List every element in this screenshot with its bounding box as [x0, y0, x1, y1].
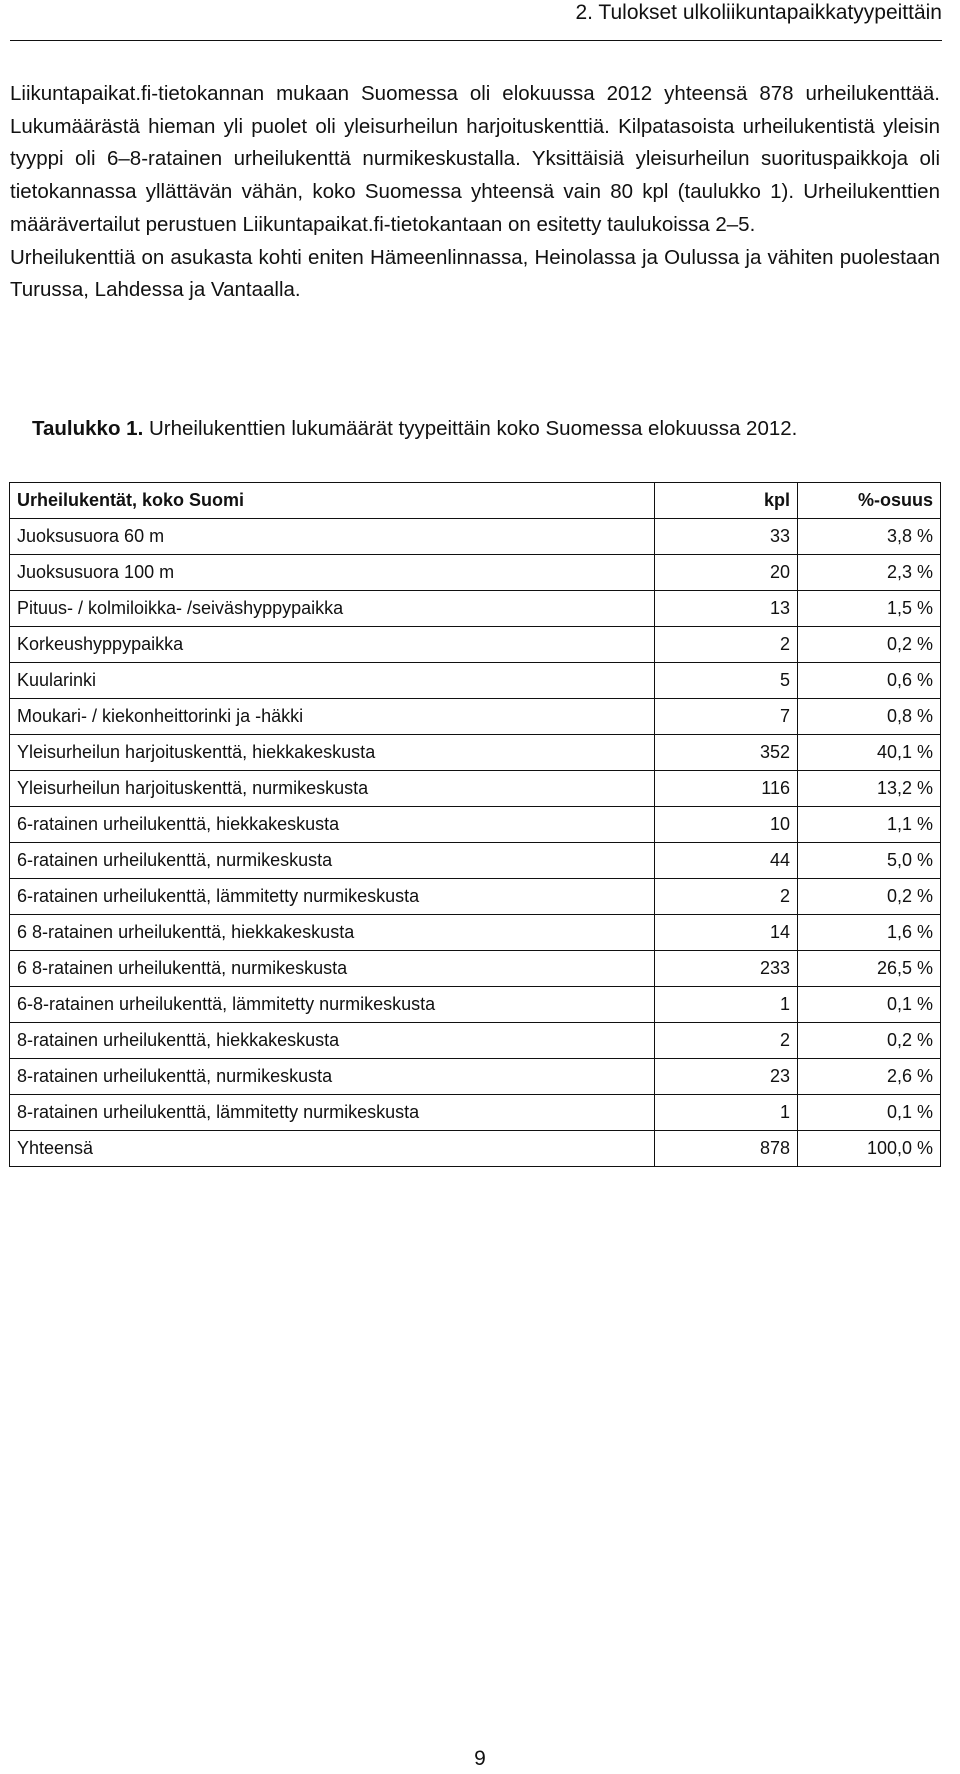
sports-fields-table	[9, 482, 941, 1167]
table-header-row	[10, 483, 941, 519]
paragraph-2: Urheilukenttiä on asukasta kohti eniten Hämeenlinnassa, Heinolassa ja Oulussa ja vähiten puolestaan Turussa, Lahdessa ja Vantaalla.	[10, 245, 940, 302]
cell-field-type: Yhteensä	[10, 1131, 655, 1167]
cell-field-type: Moukari- / kiekonheittorinki ja -häkki	[10, 699, 655, 735]
cell-count: 7	[655, 699, 798, 735]
table-row	[10, 663, 941, 699]
cell-share: 0,6 %	[798, 663, 941, 699]
cell-share: 0,1 %	[798, 1095, 941, 1131]
table-row	[10, 1059, 941, 1095]
table-row	[10, 735, 941, 771]
table-row	[10, 519, 941, 555]
cell-count: 2	[655, 879, 798, 915]
cell-count: 233	[655, 951, 798, 987]
cell-count: 116	[655, 771, 798, 807]
cell-field-type: 6 8-ratainen urheilukenttä, nurmikeskusta	[10, 951, 655, 987]
cell-field-type: Yleisurheilun harjoituskenttä, nurmikeskusta	[10, 771, 655, 807]
cell-count: 352	[655, 735, 798, 771]
cell-field-type: 6-ratainen urheilukenttä, lämmitetty nurmikeskusta	[10, 879, 655, 915]
table-row	[10, 951, 941, 987]
cell-field-type: Korkeushyppypaikka	[10, 627, 655, 663]
table-row	[10, 1131, 941, 1167]
section-header-title: 2. Tulokset ulkoliikuntapaikkatyypeittäin	[575, 1, 942, 24]
cell-count: 14	[655, 915, 798, 951]
cell-count: 2	[655, 1023, 798, 1059]
table-row	[10, 771, 941, 807]
table-row	[10, 1095, 941, 1131]
cell-count: 33	[655, 519, 798, 555]
table-row	[10, 807, 941, 843]
column-header-share: %-osuus	[798, 483, 941, 519]
cell-share: 0,2 %	[798, 627, 941, 663]
cell-field-type: Yleisurheilun harjoituskenttä, hiekkakeskusta	[10, 735, 655, 771]
cell-share: 2,3 %	[798, 555, 941, 591]
table-row	[10, 591, 941, 627]
body-text	[10, 78, 940, 307]
cell-count: 23	[655, 1059, 798, 1095]
table-caption-text: Urheilukenttien lukumäärät tyypeittäin koko Suomessa elokuussa 2012.	[143, 417, 798, 440]
cell-share: 40,1 %	[798, 735, 941, 771]
cell-share: 1,5 %	[798, 591, 941, 627]
cell-share: 1,6 %	[798, 915, 941, 951]
cell-field-type: 8-ratainen urheilukenttä, hiekkakeskusta	[10, 1023, 655, 1059]
table-row	[10, 627, 941, 663]
table-caption-label: Taulukko 1.	[32, 417, 144, 440]
cell-field-type: 8-ratainen urheilukenttä, nurmikeskusta	[10, 1059, 655, 1095]
cell-share: 5,0 %	[798, 843, 941, 879]
cell-count: 5	[655, 663, 798, 699]
cell-share: 2,6 %	[798, 1059, 941, 1095]
table-row	[10, 699, 941, 735]
cell-field-type: Juoksusuora 100 m	[10, 555, 655, 591]
cell-share: 0,1 %	[798, 987, 941, 1023]
cell-share: 13,2 %	[798, 771, 941, 807]
cell-field-type: 8-ratainen urheilukenttä, lämmitetty nurmikeskusta	[10, 1095, 655, 1131]
cell-field-type: Pituus- / kolmiloikka- /seiväshyppypaikka	[10, 591, 655, 627]
table-row	[10, 843, 941, 879]
cell-field-type: Kuularinki	[10, 663, 655, 699]
table-body	[10, 519, 941, 1167]
paragraph-1: Liikuntapaikat.fi-tietokannan mukaan Suomessa oli elokuussa 2012 yhteensä 878 urheilukenttää. Lukumäärästä hieman yli puolet oli yleisurheilun harjoituskenttiä. Kilpatasoista urheilukentistä yleisin tyyppi oli 6–8-ratainen urheilukenttä nurmikeskustalla. Yksittäisiä yleisurheilun suorituspaikkoja oli tietokannassa yllättävän vähän, koko Suomessa yhteensä vain 80 kpl (taulukko 1). Urheilukenttien määrävertailut perustuen Liikuntapaikat.fi-tietokantaan on esitetty taulukoissa 2–5.	[10, 82, 940, 236]
cell-count: 10	[655, 807, 798, 843]
column-header-count: kpl	[655, 483, 798, 519]
cell-share: 1,1 %	[798, 807, 941, 843]
cell-count: 1	[655, 1095, 798, 1131]
header-divider	[10, 40, 942, 41]
cell-count: 44	[655, 843, 798, 879]
cell-count: 1	[655, 987, 798, 1023]
cell-count: 20	[655, 555, 798, 591]
table-row	[10, 987, 941, 1023]
cell-field-type: 6-8-ratainen urheilukenttä, lämmitetty nurmikeskusta	[10, 987, 655, 1023]
cell-share: 26,5 %	[798, 951, 941, 987]
cell-share: 0,8 %	[798, 699, 941, 735]
cell-field-type: 6 8-ratainen urheilukenttä, hiekkakeskusta	[10, 915, 655, 951]
cell-share: 3,8 %	[798, 519, 941, 555]
cell-field-type: Juoksusuora 60 m	[10, 519, 655, 555]
table-row	[10, 555, 941, 591]
table-caption	[32, 416, 797, 442]
table-row	[10, 879, 941, 915]
cell-field-type: 6-ratainen urheilukenttä, hiekkakeskusta	[10, 807, 655, 843]
page-number: 9	[474, 1747, 486, 1770]
table-row	[10, 1023, 941, 1059]
column-header-type: Urheilukentät, koko Suomi	[10, 483, 655, 519]
cell-share: 0,2 %	[798, 1023, 941, 1059]
cell-share: 100,0 %	[798, 1131, 941, 1167]
cell-count: 878	[655, 1131, 798, 1167]
cell-count: 13	[655, 591, 798, 627]
table-row	[10, 915, 941, 951]
cell-count: 2	[655, 627, 798, 663]
cell-share: 0,2 %	[798, 879, 941, 915]
cell-field-type: 6-ratainen urheilukenttä, nurmikeskusta	[10, 843, 655, 879]
